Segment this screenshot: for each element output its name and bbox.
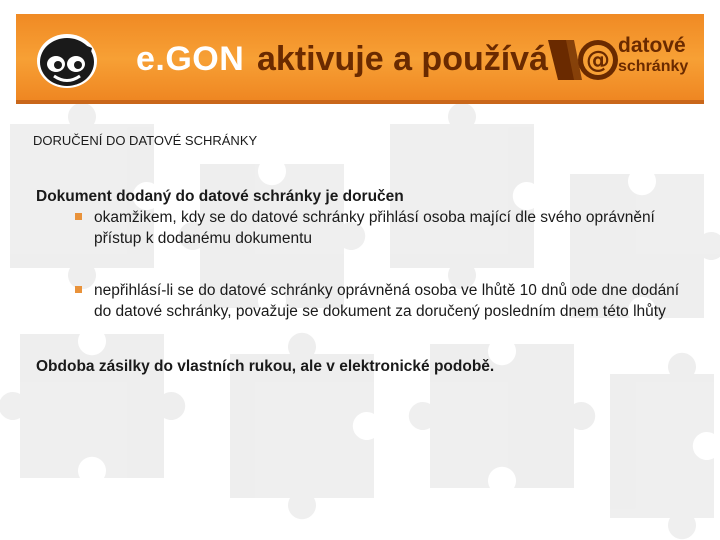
header-banner bbox=[16, 14, 704, 104]
square-bullet-icon bbox=[75, 213, 82, 220]
list-item bbox=[36, 207, 686, 249]
bullet-list bbox=[36, 207, 686, 322]
egon-mascot-icon bbox=[34, 28, 100, 90]
partner-logo-line-1: datové bbox=[618, 34, 686, 57]
bullet-text: nepřihlásí-li se do datové schránky oprávněná osoba ve lhůtě 10 dnů ode dne dodání do datové schránky, považuje se dokument za doručený posledním dnem této lhůty bbox=[94, 282, 680, 320]
list-item bbox=[36, 280, 686, 322]
closing-note: Obdoba zásilky do vlastních rukou, ale v elektronické podobě. bbox=[36, 358, 495, 375]
partner-logo-line-2: schránky bbox=[618, 58, 689, 75]
egon-brand-text: e.GON bbox=[136, 40, 245, 78]
bullet-text: okamžikem, kdy se do datové schránky přihlásí osoba mající dle svého oprávnění přístup k dodanému dokumentu bbox=[94, 209, 655, 247]
header-bottom-shade bbox=[16, 100, 704, 104]
datove-schranky-at-icon bbox=[544, 32, 624, 88]
egon-tagline: aktivuje a používá bbox=[257, 40, 548, 78]
content-body bbox=[36, 186, 686, 377]
square-bullet-icon bbox=[75, 286, 82, 293]
section-title: DORUČENÍ DO DATOVÉ SCHRÁNKY bbox=[33, 133, 258, 148]
lead-heading: Dokument dodaný do datové schránky je doručen bbox=[36, 188, 404, 205]
at-sign-icon: @ bbox=[586, 46, 610, 74]
